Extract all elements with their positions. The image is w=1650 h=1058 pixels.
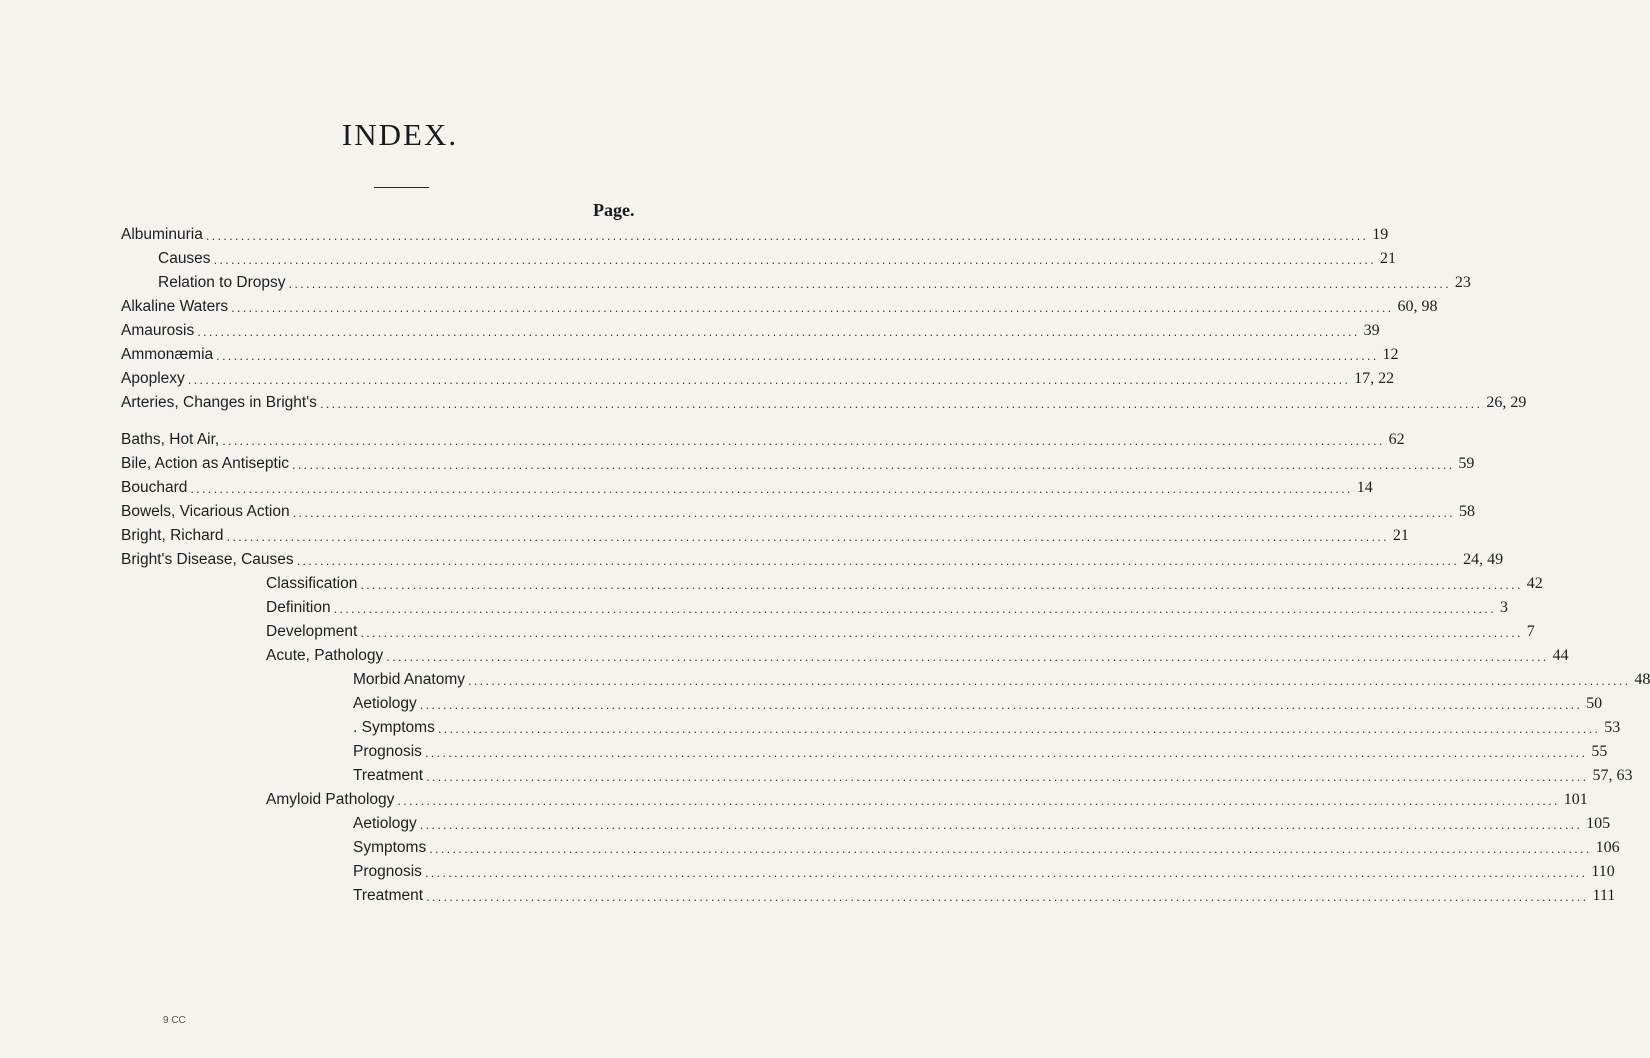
entry-pages: 106 xyxy=(1595,839,1620,856)
entry-pages: 101 xyxy=(1563,791,1588,808)
index-entry xyxy=(266,787,1588,810)
entry-label: Prognosis xyxy=(353,743,422,760)
index-entry xyxy=(121,523,1409,546)
index-entry xyxy=(353,763,1633,786)
printer-signature: 9 CC xyxy=(163,1015,186,1026)
dot-leader: ........................................................................................................................................................................................................ xyxy=(187,372,1351,387)
title-rule xyxy=(374,187,429,188)
entry-label: Development xyxy=(266,623,358,640)
index-entry xyxy=(266,619,1535,642)
dot-leader: ........................................................................................................................................................................................................ xyxy=(419,697,1583,712)
entry-label: Aetiology xyxy=(353,815,417,832)
entry-pages: 53 xyxy=(1604,719,1621,736)
index-entry xyxy=(266,643,1569,666)
entry-label: Arteries, Changes in Bright's xyxy=(121,394,317,411)
index-title: INDEX. xyxy=(341,117,459,152)
entry-label: Bile, Action as Antiseptic xyxy=(121,455,290,472)
dot-leader: ........................................................................................................................................................................................................ xyxy=(426,889,1589,904)
index-entry xyxy=(266,595,1508,618)
entry-pages: 21 xyxy=(1392,527,1409,544)
entry-label: Bowels, Vicarious Action xyxy=(121,503,290,520)
entry-label: Ammonæmia xyxy=(121,346,214,363)
dot-leader: ........................................................................................................................................................................................................ xyxy=(226,529,1389,544)
entry-label: Acute, Pathology xyxy=(266,647,384,664)
entry-pages: 17, 22 xyxy=(1354,370,1395,387)
entry-pages: 58 xyxy=(1458,503,1475,520)
dot-leader: ........................................................................................................................................................................................................ xyxy=(386,649,1549,664)
entry-label: Symptoms xyxy=(353,839,427,856)
entry-pages: 39 xyxy=(1363,322,1380,339)
entry-label: Aetiology xyxy=(353,695,417,712)
index-entry xyxy=(121,499,1475,522)
dot-leader: ........................................................................................................................................................................................................ xyxy=(222,433,1385,448)
entry-label: Treatment xyxy=(353,767,424,784)
index-entry xyxy=(353,811,1611,834)
index-entry xyxy=(121,451,1475,474)
entry-label: Prognosis xyxy=(353,863,422,880)
entry-pages: 55 xyxy=(1591,743,1608,760)
dot-leader: ........................................................................................................................................................................................................ xyxy=(190,481,1353,496)
index-entry xyxy=(121,366,1395,389)
entry-pages: 111 xyxy=(1592,887,1616,904)
dot-leader: ........................................................................................................................................................................................................ xyxy=(424,745,1588,760)
entry-label: Bouchard xyxy=(121,479,188,496)
entry-label: Baths, Hot Air, xyxy=(121,431,220,448)
entry-label: Relation to Dropsy xyxy=(158,274,286,291)
entry-label: . Symptoms xyxy=(353,719,435,736)
index-entry xyxy=(353,739,1608,762)
index-entry xyxy=(121,294,1438,317)
dot-leader: ........................................................................................................................................................................................................ xyxy=(424,865,1588,880)
dot-leader: ........................................................................................................................................................................................................ xyxy=(429,841,1592,856)
entry-pages: 59 xyxy=(1458,455,1475,472)
index-entry xyxy=(121,427,1405,450)
entry-label: Definition xyxy=(266,599,331,616)
index-entry xyxy=(353,667,1650,690)
entry-pages: 50 xyxy=(1586,695,1603,712)
dot-leader: ........................................................................................................................................................................................................ xyxy=(292,505,1455,520)
entry-pages: 105 xyxy=(1586,815,1611,832)
index-entry xyxy=(121,222,1389,245)
dot-leader: ........................................................................................................................................................................................................ xyxy=(231,300,1394,315)
index-entry xyxy=(121,547,1504,570)
dot-leader: ........................................................................................................................................................................................................ xyxy=(288,276,1451,291)
entry-pages: 62 xyxy=(1388,431,1405,448)
dot-leader: ........................................................................................................................................................................................................ xyxy=(333,601,1496,616)
entry-pages: 48 xyxy=(1634,671,1650,688)
entry-pages: 14 xyxy=(1356,479,1373,496)
entry-label: Bright, Richard xyxy=(121,527,224,544)
index-entry xyxy=(121,475,1373,498)
entry-pages: 7 xyxy=(1526,623,1535,640)
entry-pages: 3 xyxy=(1500,599,1508,616)
index-entry xyxy=(353,859,1615,882)
dot-leader: ........................................................................................................................................................................................................ xyxy=(216,348,1379,363)
index-entry xyxy=(353,715,1621,738)
index-entry xyxy=(121,342,1399,365)
index-entry xyxy=(121,390,1527,413)
entry-label: Morbid Anatomy xyxy=(353,671,465,688)
dot-leader: ........................................................................................................................................................................................................ xyxy=(360,625,1523,640)
entry-label: Treatment xyxy=(353,887,424,904)
dot-leader: ........................................................................................................................................................................................................ xyxy=(319,396,1483,411)
entry-label: Alkaline Waters xyxy=(121,298,229,315)
index-entry xyxy=(353,835,1620,858)
dot-leader: ........................................................................................................................................................................................................ xyxy=(205,228,1369,243)
page-column-label: Page. xyxy=(593,200,635,220)
entry-pages: 110 xyxy=(1591,863,1615,880)
dot-leader: ........................................................................................................................................................................................................ xyxy=(437,721,1601,736)
dot-leader: ........................................................................................................................................................................................................ xyxy=(213,252,1376,267)
entry-label: Amaurosis xyxy=(121,322,195,339)
entry-pages: 19 xyxy=(1372,226,1389,243)
entry-pages: 26, 29 xyxy=(1486,394,1527,411)
dot-leader: ........................................................................................................................................................................................................ xyxy=(296,553,1460,568)
index-entry xyxy=(121,318,1380,341)
entry-pages: 44 xyxy=(1552,647,1569,664)
entry-label: Albuminuria xyxy=(121,226,203,243)
index-entry xyxy=(353,883,1616,906)
dot-leader: ........................................................................................................................................................................................................ xyxy=(292,457,1455,472)
index-entry xyxy=(158,270,1471,293)
entry-pages: 57, 63 xyxy=(1592,767,1633,784)
entry-pages: 60, 98 xyxy=(1397,298,1438,315)
dot-leader: ........................................................................................................................................................................................................ xyxy=(426,769,1589,784)
entry-label: Classification xyxy=(266,575,358,592)
dot-leader: ........................................................................................................................................................................................................ xyxy=(468,673,1631,688)
entry-pages: 12 xyxy=(1382,346,1399,363)
entry-pages: 42 xyxy=(1526,575,1543,592)
entry-label: Apoplexy xyxy=(121,370,185,387)
entry-pages: 21 xyxy=(1379,250,1396,267)
dot-leader: ........................................................................................................................................................................................................ xyxy=(197,324,1360,339)
dot-leader: ........................................................................................................................................................................................................ xyxy=(397,793,1560,808)
entry-pages: 23 xyxy=(1454,274,1471,291)
dot-leader: ........................................................................................................................................................................................................ xyxy=(360,577,1523,592)
entry-pages: 24, 49 xyxy=(1463,551,1504,568)
entry-label: Causes xyxy=(158,250,211,267)
index-entry xyxy=(266,571,1543,594)
dot-leader: ........................................................................................................................................................................................................ xyxy=(419,817,1583,832)
index-entry xyxy=(353,691,1603,714)
index-entry xyxy=(158,246,1396,269)
entry-label: Bright's Disease, Causes xyxy=(121,551,294,568)
entry-label: Amyloid Pathology xyxy=(266,791,395,808)
